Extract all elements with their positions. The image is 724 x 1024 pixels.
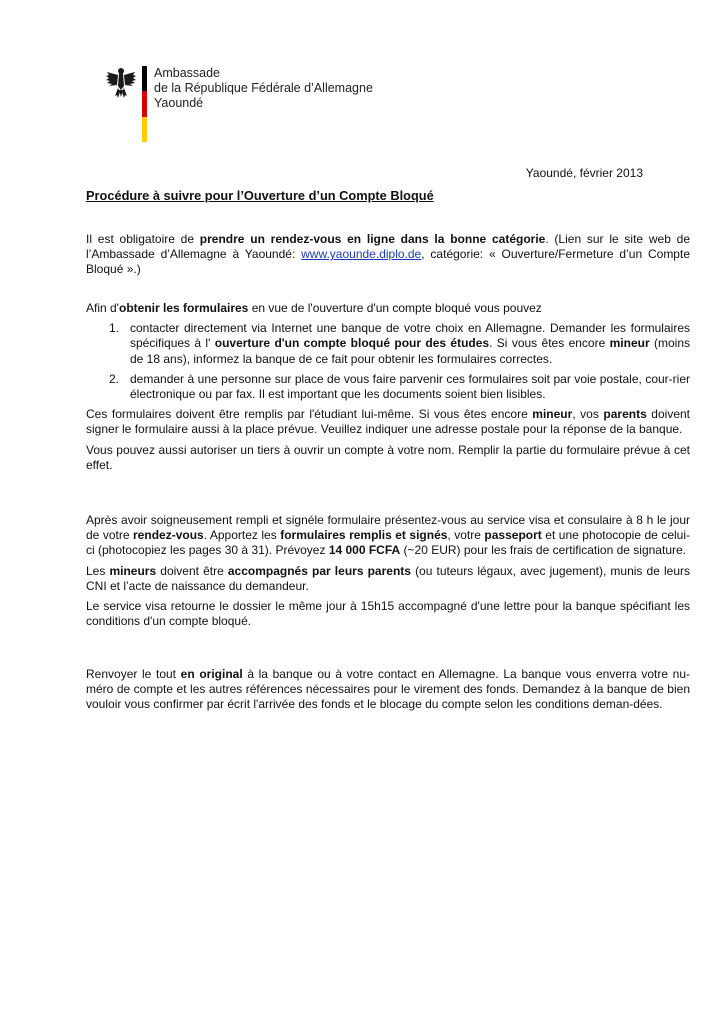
third-party-paragraph: Vous pouvez aussi autoriser un tiers à ouvrir un compte à votre nom. Remplir la partie du formulaire prévue à cet effet. — [86, 442, 690, 472]
federal-eagle-icon — [105, 66, 137, 100]
german-flag-bar — [142, 66, 147, 142]
text: Afin d' — [86, 301, 119, 315]
emphasis: ouverture d'un compte bloqué pour des études — [214, 336, 490, 351]
flag-stripe-red — [142, 91, 147, 116]
embassy-name-line: Yaoundé — [154, 96, 204, 110]
flag-stripe-gold — [142, 117, 147, 142]
flag-stripe-black — [142, 66, 147, 91]
text: . Apportez les — [203, 528, 281, 543]
emphasis: rendez-vous — [133, 528, 204, 543]
text: Les — [86, 563, 110, 578]
emphasis: formulaires remplis et signés — [280, 528, 448, 543]
return-paragraph: Le service visa retourne le dossier le même jour à 15h15 accompagné d'une lettre pour la banque spécifiant les conditions d'un compte bloqué. — [86, 599, 690, 629]
text: . (Lien sur le site web de l’Ambassade d’Allemagne à Yaoundé: — [86, 232, 690, 262]
text: , catégorie: « Ouverture/Fermeture d’un Compte Bloqué ».) — [86, 247, 690, 277]
emphasis: passeport — [484, 528, 542, 543]
embassy-name-line: Ambassade — [154, 66, 221, 80]
emphasis: accompagnés par leurs parents — [227, 563, 411, 578]
text: Après avoir soigneusement rempli et signéle formulaire présentez-vous au service visa et consulaire à 8 h le jour de votre — [86, 513, 690, 543]
text: doivent signer le formulaire aussi à la place prévue. Veuillez indiquer une adresse postale pour la réponse de la banque. — [86, 407, 691, 437]
emphasis: mineur — [609, 336, 650, 351]
appointment-paragraph — [86, 232, 690, 278]
list-number: 2. — [109, 371, 120, 386]
send-paragraph — [86, 667, 690, 713]
text: Renvoyer le tout — [86, 667, 181, 681]
visa-paragraph — [86, 513, 690, 559]
embassy-name-line: de la République Fédérale d’Allemagne — [154, 81, 373, 95]
emphasis: parents — [603, 407, 647, 422]
text: (ou tuteurs légaux, avec jugement), munis de leurs CNI et l’acte de naissance du demandeur. — [86, 563, 690, 593]
list-number: 1. — [109, 321, 120, 336]
list-item — [86, 321, 690, 367]
embassy-website-link[interactable]: www.yaounde.diplo.de — [301, 247, 422, 262]
text: (~20 EUR) pour les frais de certification de signature. — [400, 543, 686, 558]
text: , vos — [572, 407, 604, 422]
text: Il est obligatoire de — [86, 232, 200, 246]
embassy-name — [154, 66, 373, 111]
text: doivent être — [156, 563, 228, 578]
text: et une photocopie de celui-ci (photocopiez les pages 30 à 31). Prévoyez — [86, 528, 690, 558]
text: en vue de l'ouverture d'un compte bloqué vous pouvez — [248, 301, 542, 315]
emphasis: en original — [180, 667, 243, 681]
emphasis: obtenir les formulaires — [118, 301, 249, 315]
text: Ces formulaires doivent être remplis par l'étudiant lui-même. Si vous êtes encore — [86, 407, 533, 422]
document-date: Yaoundé, février 2013 — [525, 166, 643, 180]
visa-section — [86, 513, 690, 629]
student-paragraph — [86, 407, 690, 437]
emphasis: prendre un rendez-vous en ligne dans la bonne catégorie — [199, 232, 546, 246]
document-title: Procédure à suivre pour l’Ouverture d’un Compte Bloqué — [86, 188, 434, 203]
text: à la banque ou à votre contact en Allemagne. La banque vous enverra votre nu-méro de compte et les autres références nécessaires pour le virement des fonds. Demandez à la banque de bien vouloir vous confirmer par écrit l'arrivée des fonds et le blocage du compte selon les conditions deman-dées. — [86, 667, 691, 712]
forms-section — [86, 301, 690, 473]
emphasis: mineur — [532, 407, 573, 422]
text: , votre — [447, 528, 485, 543]
list-item — [86, 372, 690, 402]
minors-paragraph — [86, 564, 690, 594]
text: contacter directement via Internet une banque de votre choix en Allemagne. Demander les formulaires spécifiques à l' — [130, 321, 690, 351]
text: demander à une personne sur place de vous faire parvenir ces formulaires soit par voie postale, cour-rier électronique ou par fax. Il est important que les documents soient bien lisibles. — [130, 371, 690, 402]
forms-steps-list — [86, 321, 690, 402]
emphasis: mineurs — [109, 563, 157, 578]
text: (moins de 18 ans), informez la banque de ce fait pour obtenir les formulaires correctes. — [130, 336, 691, 366]
forms-intro — [86, 301, 690, 316]
emphasis: 14 000 FCFA — [328, 543, 401, 558]
text: . Si vous êtes encore — [489, 336, 610, 351]
